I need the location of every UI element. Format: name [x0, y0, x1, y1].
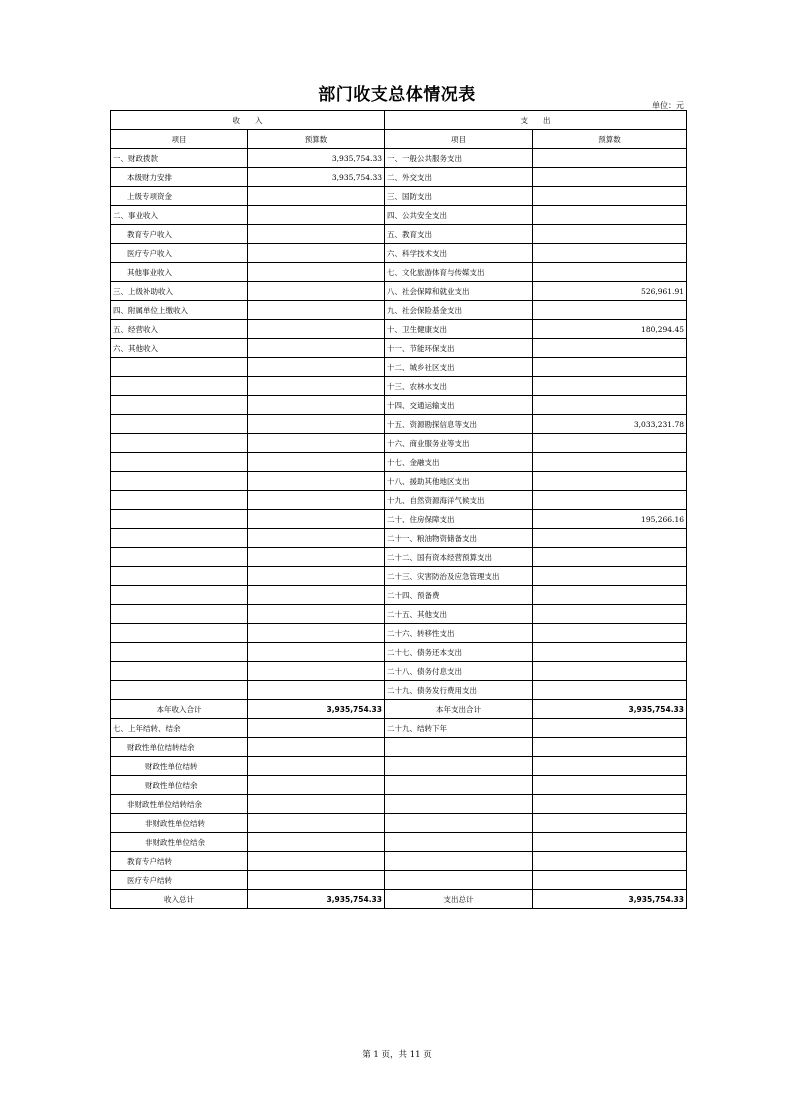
expense-budget-cell: [533, 396, 687, 415]
income-item-cell: 六、其他收入: [111, 339, 248, 358]
expense-item-cell: [385, 776, 533, 795]
expense-item-cell: 十六、商业服务业等支出: [385, 434, 533, 453]
income-budget-cell: [248, 434, 385, 453]
expense-budget-cell: [533, 149, 687, 168]
income-budget-cell: [248, 377, 385, 396]
expense-item-cell: [385, 852, 533, 871]
income-item-cell: [111, 662, 248, 681]
income-budget-cell: [248, 472, 385, 491]
table-row: [111, 377, 687, 396]
table-row: [111, 776, 687, 795]
expense-item-cell: 二十四、预备费: [385, 586, 533, 605]
income-item-cell: [111, 358, 248, 377]
expense-item-cell: 一、一般公共服务支出: [385, 149, 533, 168]
income-item-cell: [111, 377, 248, 396]
table-row: [111, 358, 687, 377]
table-row: [111, 510, 687, 529]
income-budget-cell: [248, 206, 385, 225]
expense-item-cell: [385, 833, 533, 852]
table-row: [111, 738, 687, 757]
income-budget-cell: [248, 510, 385, 529]
expense-item-cell: 十四、交通运输支出: [385, 396, 533, 415]
income-budget-cell: [248, 548, 385, 567]
table-row: [111, 263, 687, 282]
table-row: [111, 396, 687, 415]
expense-budget-cell: [533, 605, 687, 624]
expense-budget-cell: [533, 453, 687, 472]
table-row: [111, 871, 687, 890]
expense-budget-cell: [533, 263, 687, 282]
expense-item-cell: 四、公共安全支出: [385, 206, 533, 225]
expense-item-cell: [385, 795, 533, 814]
expense-item-cell: 十八、援助其他地区支出: [385, 472, 533, 491]
expense-item-cell: 二十九、结转下年: [385, 719, 533, 738]
expense-item-cell: 二十六、转移性支出: [385, 624, 533, 643]
expense-budget-cell: [533, 586, 687, 605]
expense-year-total-value: 3,935,754.33: [533, 700, 687, 719]
income-budget-cell: [248, 605, 385, 624]
income-budget-cell: [248, 415, 385, 434]
income-budget-cell: [248, 187, 385, 206]
expense-item-cell: [385, 738, 533, 757]
income-item-cell: [111, 643, 248, 662]
income-budget-cell: [248, 358, 385, 377]
expense-item-cell: 三、国防支出: [385, 187, 533, 206]
table-row: [111, 453, 687, 472]
expense-budget-cell: [533, 719, 687, 738]
income-item-cell: [111, 396, 248, 415]
expense-budget-cell: [533, 339, 687, 358]
income-item-cell: [111, 453, 248, 472]
expense-budget-cell: [533, 567, 687, 586]
table-row: [111, 681, 687, 700]
table-row: [111, 567, 687, 586]
income-item-cell: 财政性单位结余: [111, 776, 248, 795]
expense-budget-cell: [533, 358, 687, 377]
expense-budget-cell: [533, 624, 687, 643]
income-item-cell: [111, 605, 248, 624]
income-budget-cell: [248, 339, 385, 358]
expense-item-cell: 二十三、灾害防治及应急管理支出: [385, 567, 533, 586]
table-row: [111, 586, 687, 605]
income-budget-header: 预算数: [248, 130, 385, 149]
table-row: [111, 548, 687, 567]
income-item-cell: 本级财力安排: [111, 168, 248, 187]
income-item-cell: [111, 681, 248, 700]
income-item-cell: [111, 491, 248, 510]
grand-total-row: [111, 890, 687, 909]
income-item-cell: 五、经营收入: [111, 320, 248, 339]
table-row: [111, 434, 687, 453]
expense-item-cell: 六、科学技术支出: [385, 244, 533, 263]
expense-item-cell: [385, 757, 533, 776]
income-year-total-label: 本年收入合计: [111, 700, 248, 719]
expense-item-cell: 十、卫生健康支出: [385, 320, 533, 339]
income-item-cell: 非财政性单位结转: [111, 814, 248, 833]
expense-item-cell: 二十、住房保障支出: [385, 510, 533, 529]
expense-budget-cell: [533, 187, 687, 206]
unit-label: 单位：元: [652, 101, 684, 110]
table-row: [111, 187, 687, 206]
table-row: [111, 339, 687, 358]
income-budget-cell: [248, 795, 385, 814]
expense-budget-cell: 195,266.16: [533, 510, 687, 529]
table-row: [111, 833, 687, 852]
income-budget-cell: [248, 719, 385, 738]
income-item-cell: [111, 434, 248, 453]
expense-budget-cell: [533, 301, 687, 320]
income-budget-cell: [248, 643, 385, 662]
income-item-cell: 七、上年结转、结余: [111, 719, 248, 738]
expense-budget-cell: [533, 529, 687, 548]
expense-budget-cell: [533, 206, 687, 225]
expense-budget-cell: [533, 814, 687, 833]
table-row: [111, 415, 687, 434]
table-row: [111, 814, 687, 833]
expense-item-cell: 八、社会保障和就业支出: [385, 282, 533, 301]
income-item-cell: [111, 472, 248, 491]
table-row: [111, 168, 687, 187]
expense-item-cell: 十五、资源勘探信息等支出: [385, 415, 533, 434]
expense-budget-cell: [533, 681, 687, 700]
year-total-row: [111, 700, 687, 719]
expense-item-header: 项目: [385, 130, 533, 149]
expense-grand-total-label: 支出总计: [385, 890, 533, 909]
table-row: [111, 149, 687, 168]
income-budget-cell: [248, 814, 385, 833]
column-header-row: [111, 130, 687, 149]
budget-table: [110, 110, 687, 909]
income-item-cell: 财政性单位结转结余: [111, 738, 248, 757]
income-item-cell: [111, 548, 248, 567]
expense-grand-total-value: 3,935,754.33: [533, 890, 687, 909]
expense-item-cell: [385, 814, 533, 833]
income-budget-cell: [248, 624, 385, 643]
income-grand-total-label: 收入总计: [111, 890, 248, 909]
income-item-cell: 其他事业收入: [111, 263, 248, 282]
expense-item-cell: 十二、城乡社区支出: [385, 358, 533, 377]
income-item-cell: [111, 586, 248, 605]
expense-item-cell: 十九、自然资源海洋气候支出: [385, 491, 533, 510]
expense-item-cell: 十三、农林水支出: [385, 377, 533, 396]
income-budget-cell: [248, 453, 385, 472]
page-footer: 第 1 页，共 11 页: [362, 1050, 432, 1060]
expense-year-total-label: 本年支出合计: [385, 700, 533, 719]
expense-item-cell: 七、文化旅游体育与传媒支出: [385, 263, 533, 282]
income-item-cell: 财政性单位结转: [111, 757, 248, 776]
income-item-cell: [111, 529, 248, 548]
table-row: [111, 795, 687, 814]
table-row: [111, 225, 687, 244]
income-budget-cell: [248, 301, 385, 320]
expense-budget-cell: 180,294.45: [533, 320, 687, 339]
income-budget-cell: [248, 586, 385, 605]
table-row: [111, 320, 687, 339]
income-item-cell: 二、事业收入: [111, 206, 248, 225]
income-item-cell: [111, 415, 248, 434]
income-item-cell: 一、财政拨款: [111, 149, 248, 168]
expense-budget-cell: [533, 472, 687, 491]
income-item-cell: 医疗专户结转: [111, 871, 248, 890]
table-row: [111, 643, 687, 662]
expense-budget-cell: [533, 871, 687, 890]
table-row: [111, 472, 687, 491]
expense-item-cell: 九、社会保险基金支出: [385, 301, 533, 320]
income-budget-cell: [248, 871, 385, 890]
expense-item-cell: 二十二、国有资本经营预算支出: [385, 548, 533, 567]
income-item-cell: 四、附属单位上缴收入: [111, 301, 248, 320]
income-budget-cell: [248, 662, 385, 681]
income-budget-cell: [248, 757, 385, 776]
expense-item-cell: 十一、节能环保支出: [385, 339, 533, 358]
table-row: [111, 719, 687, 738]
expense-budget-cell: [533, 491, 687, 510]
expense-budget-cell: 526,961.91: [533, 282, 687, 301]
income-item-cell: 上级专项资金: [111, 187, 248, 206]
expense-section-header: 支 出: [385, 111, 687, 130]
table-row: [111, 206, 687, 225]
expense-budget-cell: [533, 662, 687, 681]
income-year-total-value: 3,935,754.33: [248, 700, 385, 719]
expense-item-cell: 二十九、债务发行费用支出: [385, 681, 533, 700]
income-item-cell: 医疗专户收入: [111, 244, 248, 263]
expense-budget-cell: [533, 852, 687, 871]
income-section-header: 收 入: [111, 111, 385, 130]
expense-item-cell: [385, 871, 533, 890]
expense-item-cell: 十七、金融支出: [385, 453, 533, 472]
income-item-cell: [111, 510, 248, 529]
income-item-cell: 教育专户结转: [111, 852, 248, 871]
income-budget-cell: [248, 833, 385, 852]
expense-item-cell: 二、外交支出: [385, 168, 533, 187]
table-row: [111, 852, 687, 871]
income-item-cell: 非财政性单位结转结余: [111, 795, 248, 814]
expense-item-cell: 二十八、债务付息支出: [385, 662, 533, 681]
expense-budget-cell: [533, 244, 687, 263]
income-budget-cell: [248, 681, 385, 700]
income-budget-cell: [248, 776, 385, 795]
income-budget-cell: [248, 529, 385, 548]
table-row: [111, 491, 687, 510]
income-item-cell: [111, 567, 248, 586]
expense-budget-cell: [533, 434, 687, 453]
expense-budget-cell: [533, 738, 687, 757]
income-item-cell: 三、上级补助收入: [111, 282, 248, 301]
table-row: [111, 662, 687, 681]
income-budget-cell: [248, 320, 385, 339]
income-grand-total-value: 3,935,754.33: [248, 890, 385, 909]
expense-item-cell: 二十五、其他支出: [385, 605, 533, 624]
table-row: [111, 244, 687, 263]
income-budget-cell: [248, 852, 385, 871]
table-row: [111, 301, 687, 320]
income-budget-cell: [248, 396, 385, 415]
expense-budget-cell: [533, 795, 687, 814]
expense-budget-cell: [533, 548, 687, 567]
income-budget-cell: [248, 738, 385, 757]
income-budget-cell: 3,935,754.33: [248, 149, 385, 168]
income-item-cell: 教育专户收入: [111, 225, 248, 244]
expense-budget-cell: [533, 776, 687, 795]
table-row: [111, 529, 687, 548]
income-budget-cell: [248, 282, 385, 301]
income-budget-cell: [248, 244, 385, 263]
table-row: [111, 605, 687, 624]
expense-item-cell: 五、教育支出: [385, 225, 533, 244]
table-row: [111, 757, 687, 776]
expense-budget-header: 预算数: [533, 130, 687, 149]
expense-budget-cell: [533, 643, 687, 662]
income-budget-cell: [248, 263, 385, 282]
income-budget-cell: [248, 567, 385, 586]
section-header-row: [111, 111, 687, 130]
expense-item-cell: 二十一、粮油物资储备支出: [385, 529, 533, 548]
income-budget-cell: [248, 225, 385, 244]
income-budget-cell: 3,935,754.33: [248, 168, 385, 187]
income-item-cell: 非财政性单位结余: [111, 833, 248, 852]
expense-budget-cell: [533, 225, 687, 244]
expense-item-cell: 二十七、债务还本支出: [385, 643, 533, 662]
expense-budget-cell: [533, 168, 687, 187]
income-item-header: 项目: [111, 130, 248, 149]
table-row: [111, 624, 687, 643]
table-row: [111, 282, 687, 301]
expense-budget-cell: [533, 377, 687, 396]
expense-budget-cell: [533, 757, 687, 776]
expense-budget-cell: [533, 833, 687, 852]
page-title: 部门收支总体情况表: [318, 85, 476, 105]
expense-budget-cell: 3,033,231.78: [533, 415, 687, 434]
income-budget-cell: [248, 491, 385, 510]
income-item-cell: [111, 624, 248, 643]
